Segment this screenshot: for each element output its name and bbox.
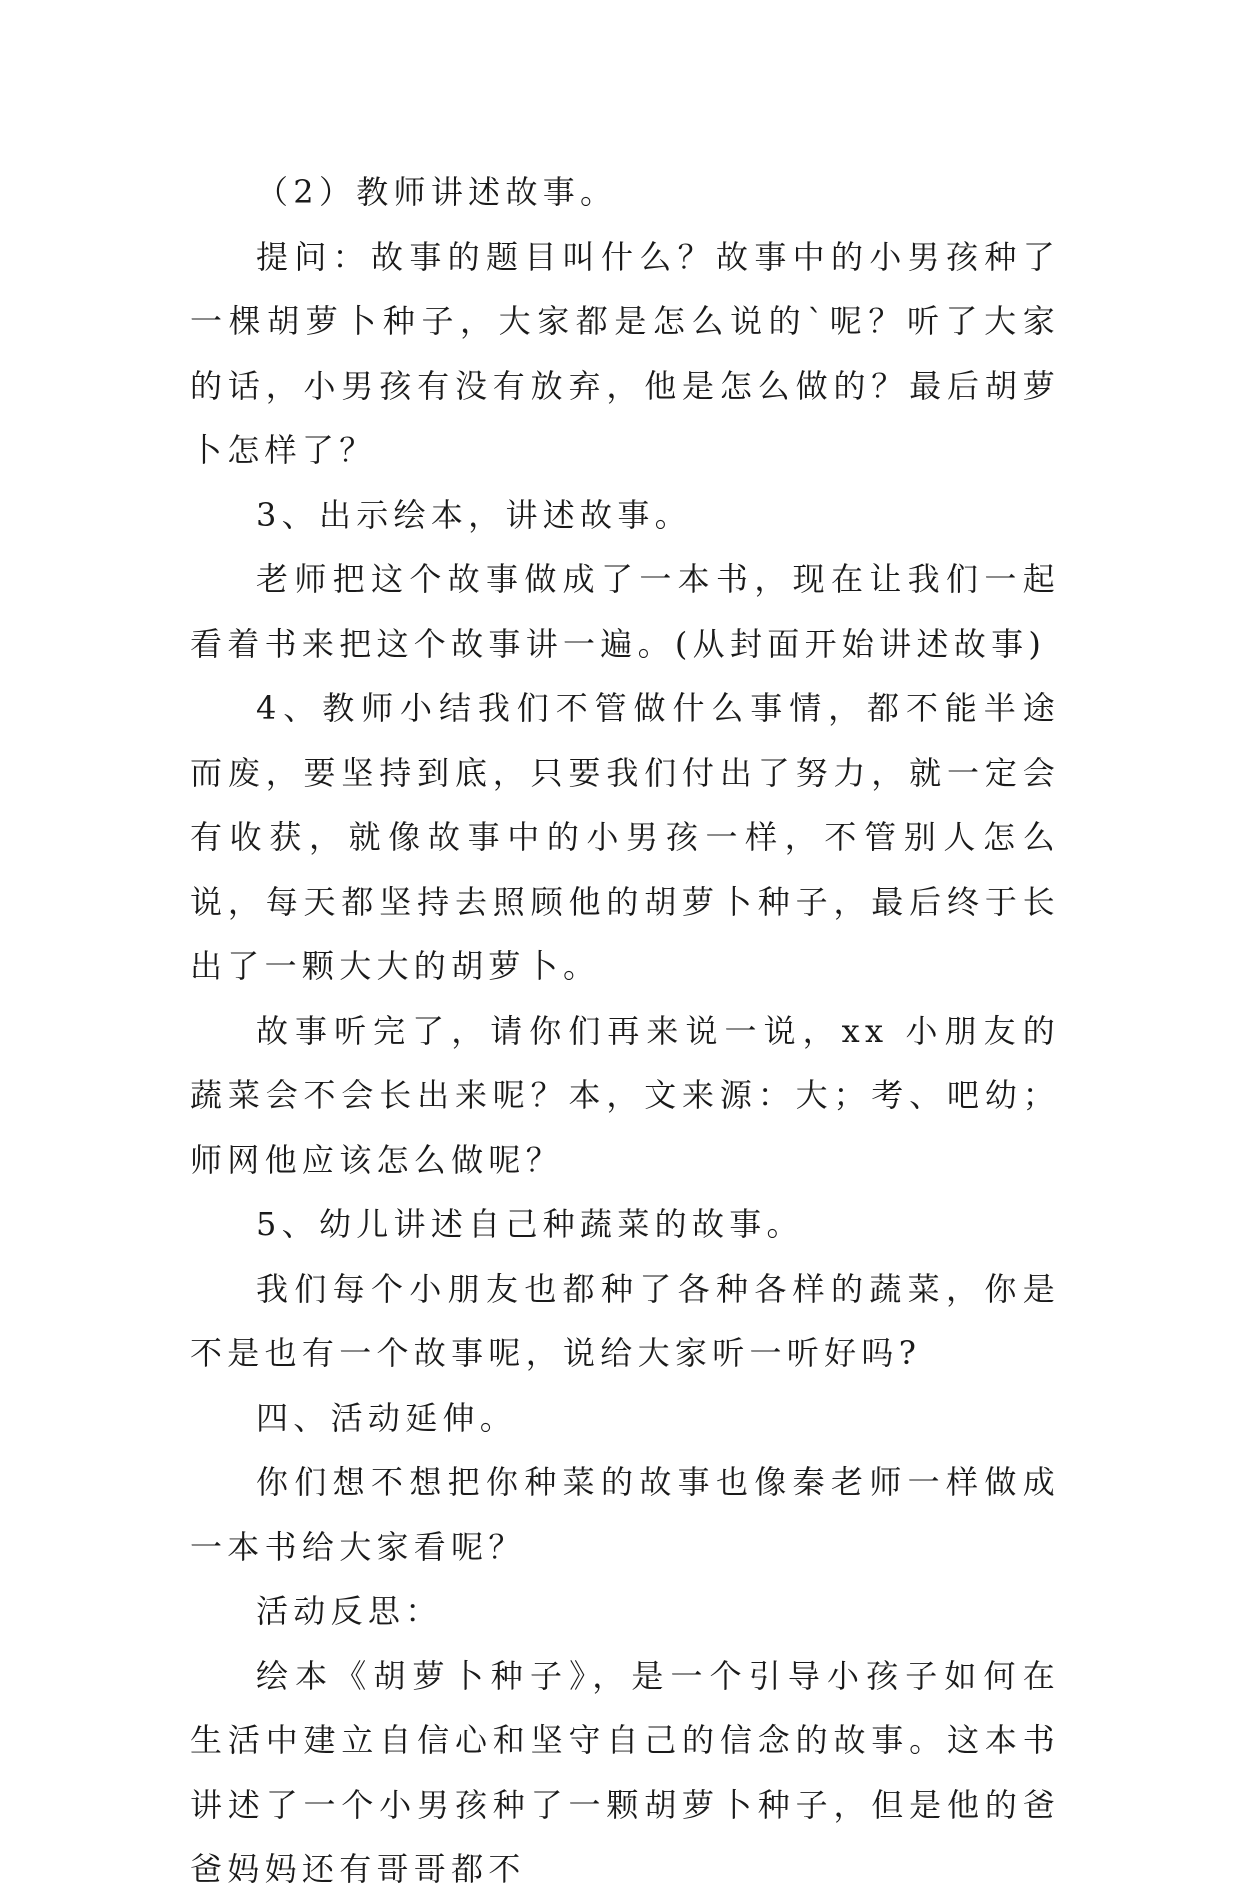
paragraph-reflection-heading: 活动反思： [256, 1592, 443, 1630]
paragraph-book-intro: 老师把这个故事做成了一本书，现在让我们一起看着书来把这个故事讲一遍。(从封面开始讲述故事) [190, 560, 1060, 663]
document-body [190, 160, 1060, 1902]
paragraph-step-4-summary: 4、教师小结我们不管做什么事情，都不能半途而废，要坚持到底，只要我们付出了努力，就一定会有收获，就像故事中的小男孩一样，不管别人怎么说，每天都坚持去照顾他的胡萝卜种子，最后终于长出了一颗大大的胡萝卜。 [190, 689, 1060, 985]
paragraph-extension-body: 你们想不想把你种菜的故事也像秦老师一样做成一本书给大家看呢？ [190, 1463, 1060, 1566]
paragraph-questions: 提问：故事的题目叫什么？故事中的小男孩种了一棵胡萝卜种子，大家都是怎么说的`呢？听了大家的话，小男孩有没有放弃，他是怎么做的？最后胡萝卜怎样了？ [190, 237, 1060, 469]
paragraph-children-story: 我们每个小朋友也都种了各种各样的蔬菜，你是不是也有一个故事呢，说给大家听一听好吗? [190, 1269, 1060, 1372]
paragraph-step-3: 3、出示绘本，讲述故事。 [256, 495, 692, 534]
paragraph-extension-heading: 四、活动延伸。 [256, 1398, 518, 1437]
paragraph-step-5: 5、幼儿讲述自己种蔬菜的故事。 [256, 1205, 804, 1243]
paragraph-teacher-story: （2）教师讲述故事。 [256, 173, 618, 211]
paragraph-story-followup: 故事听完了，请你们再来说一说，xx 小朋友的蔬菜会不会长出来呢？本，文来源：大；考、吧幼；师网他应该怎么做呢？ [190, 1011, 1060, 1179]
paragraph-reflection-body: 绘本《胡萝卜种子》，是一个引导小孩子如何在生活中建立自信心和坚守自己的信念的故事。这本书讲述了一个小男孩种了一颗胡萝卜种子，但是他的爸爸妈妈还有哥哥都不 [190, 1656, 1060, 1888]
